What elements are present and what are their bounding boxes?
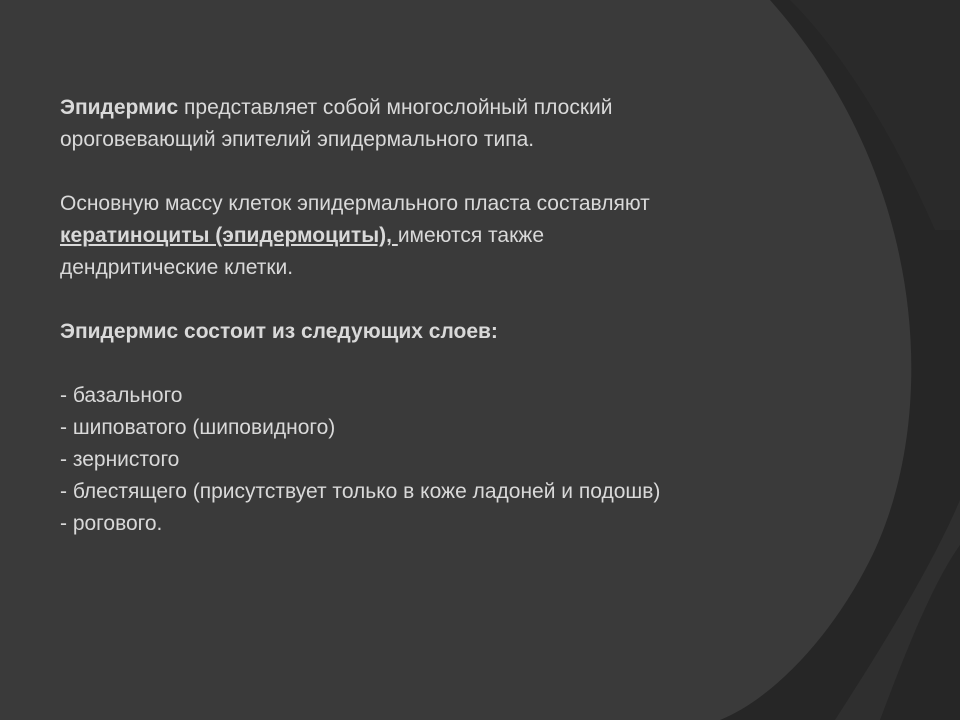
term-epidermis: Эпидермис — [60, 96, 179, 119]
paragraph-1-line-2: ороговевающий эпителий эпидермального типа. — [60, 128, 535, 151]
paragraph-1-line-1 — [60, 92, 860, 124]
layer-item-basal: - базального — [60, 384, 183, 407]
layers-heading: Эпидермис состоит из следующих слоев: — [60, 320, 498, 343]
paragraph-2-text: имеются также — [397, 224, 545, 247]
content-text — [60, 92, 860, 540]
paragraph-1-text: представляет собой многослойный плоский — [178, 96, 613, 119]
layer-item-lucid: - блестящего (присутствует только в коже ладоней и подошв) — [60, 480, 661, 503]
spacer — [60, 284, 860, 316]
spacer — [60, 156, 860, 188]
paragraph-2-line-1: Основную массу клеток эпидермального пласта составляют — [60, 192, 650, 215]
layer-item-granular: - зернистого — [60, 448, 180, 471]
layer-item-horny: - рогового. — [60, 512, 163, 535]
term-keratinocytes: кератиноциты (эпидермоциты), — [60, 224, 398, 247]
layer-item-spinous: - шиповатого (шиповидного) — [60, 416, 336, 439]
paragraph-2-line-2 — [60, 220, 860, 252]
spacer — [60, 348, 860, 380]
paragraph-2-line-3: дендритические клетки. — [60, 256, 294, 279]
